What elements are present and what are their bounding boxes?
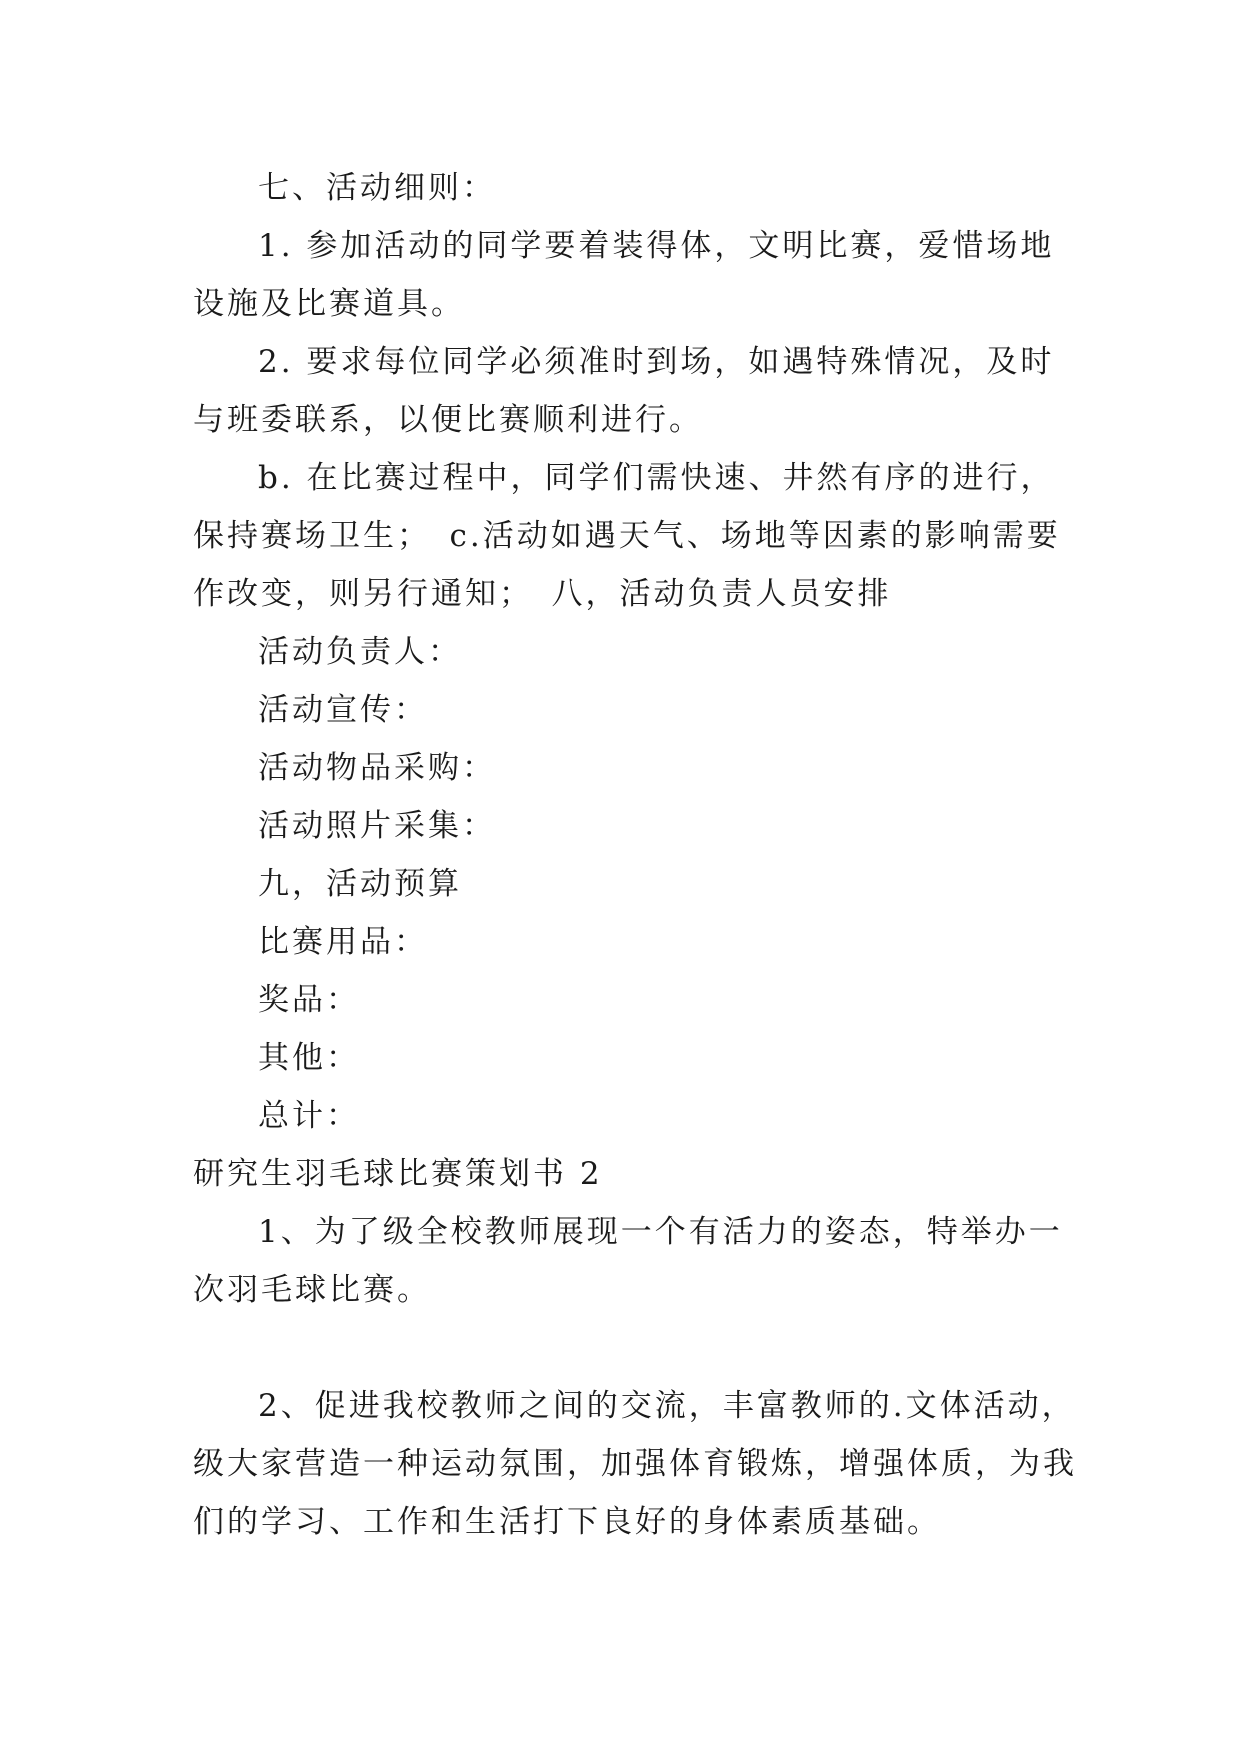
- list-item: 活动照片采集：: [258, 808, 496, 844]
- section-heading-rules: 七、活动细则：: [258, 170, 496, 206]
- paragraph-line: b. 在比赛过程中，同学们需快速、井然有序的进行，: [258, 460, 1055, 496]
- paragraph-line: 1、为了级全校教师展现一个有活力的姿态，特举办一: [258, 1214, 1063, 1250]
- section-heading-budget: 九，活动预算: [258, 866, 462, 902]
- paragraph-line: 设施及比赛道具。: [193, 286, 465, 322]
- paragraph-line: 级大家营造一种运动氛围，加强体育锻炼，增强体质，为我: [193, 1446, 1077, 1482]
- list-item: 活动物品采购：: [258, 750, 496, 786]
- paragraph-line: 们的学习、工作和生活打下良好的身体素质基础。: [193, 1504, 941, 1540]
- paragraph-line: 与班委联系，以便比赛顺利进行。: [193, 402, 703, 438]
- paragraph-line: 保持赛场卫生； c.活动如遇天气、场地等因素的影响需要: [193, 518, 1061, 554]
- list-item: 奖品：: [258, 982, 360, 1018]
- paragraph-line: 次羽毛球比赛。: [193, 1272, 431, 1308]
- paragraph-line: 2. 要求每位同学必须准时到场，如遇特殊情况，及时: [258, 344, 1055, 380]
- paragraph-line: 1. 参加活动的同学要着装得体，文明比赛，爱惜场地: [258, 228, 1055, 264]
- document-title: 研究生羽毛球比赛策划书 2: [193, 1156, 603, 1192]
- list-item: 活动宣传：: [258, 692, 428, 728]
- paragraph-line: 2、促进我校教师之间的交流，丰富教师的.文体活动，: [258, 1388, 1076, 1424]
- list-item: 比赛用品：: [258, 924, 428, 960]
- list-item: 活动负责人：: [258, 634, 462, 670]
- list-item: 总计：: [258, 1098, 360, 1134]
- paragraph-line: 作改变，则另行通知； 八，活动负责人员安排: [193, 576, 892, 612]
- list-item: 其他：: [258, 1040, 360, 1076]
